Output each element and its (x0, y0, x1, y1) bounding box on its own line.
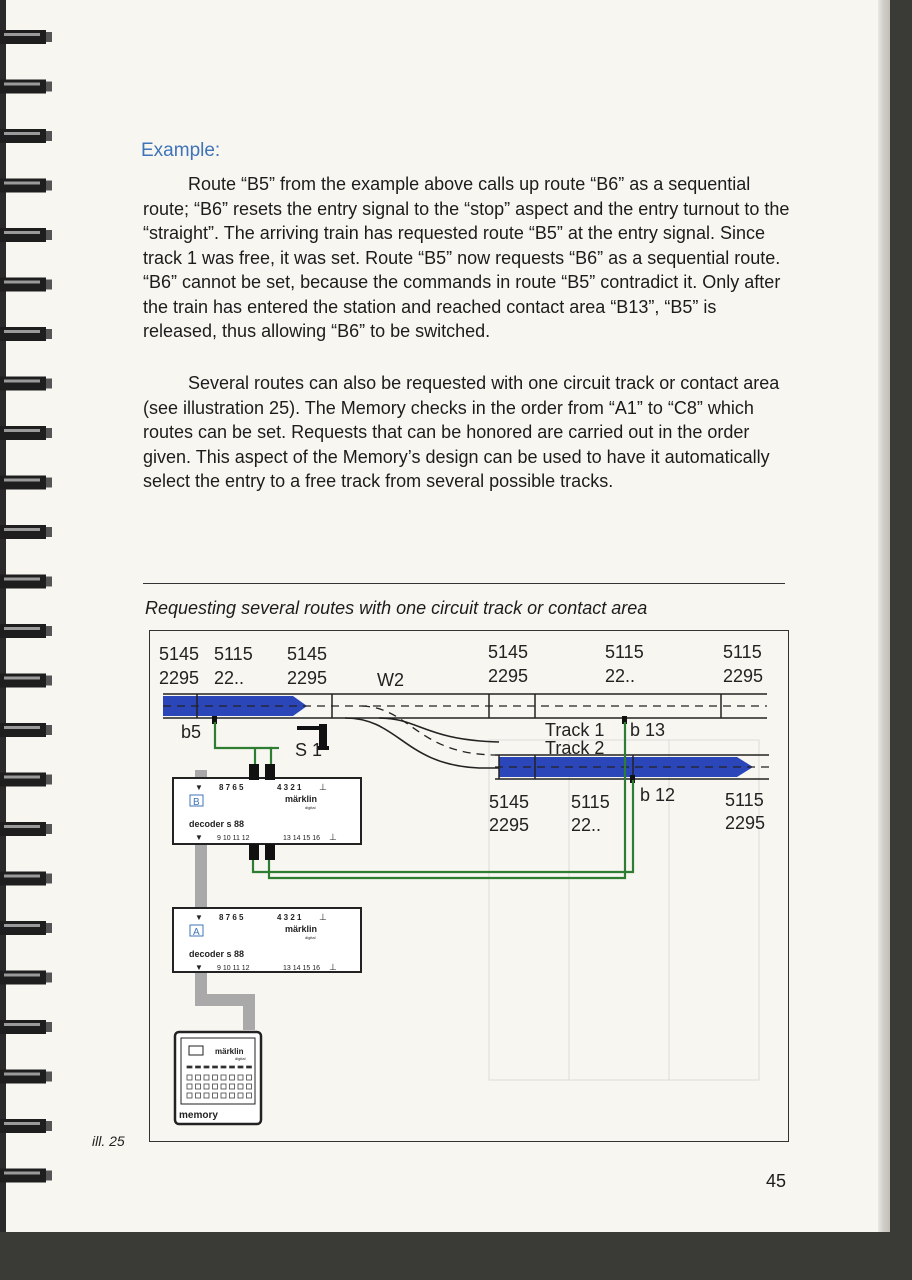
svg-text:digital: digital (235, 1056, 246, 1061)
page-number: 45 (766, 1171, 787, 1191)
label-top-2b: 22.. (214, 668, 245, 688)
figure-label: ill. 25 (92, 1133, 125, 1149)
label-top-1a: 5145 (159, 644, 200, 664)
svg-text:13 14 15 16: 13 14 15 16 (283, 835, 320, 842)
contact-b13-label: b 13 (630, 720, 666, 740)
decoder-b-letter: B (193, 797, 200, 808)
label-top-6b: 2295 (723, 666, 764, 686)
label-top-4b: 2295 (488, 666, 529, 686)
svg-text:9 10 11 12: 9 10 11 12 (217, 965, 250, 972)
label-top-3a: 5145 (287, 644, 328, 664)
paragraph-1: Route “B5” from the example above calls up route “B6” as a sequential route; “B6” resets the entry signal to the “stop” aspect and the entry turnout to the “straight”. The arriving train has requested route “B5” at the entry signal. Since track 1 was free, it was set. Route “B5” now requests “B6” as a sequential route. “B6” cannot be set, because the commands in route “B5” contradict it. Only after the train has entered the station and reached contact area “B13”, “B5” is released, thus allowing “B6” to be switched. (143, 174, 790, 341)
track2-label: Track 2 (545, 738, 605, 758)
svg-text:digital: digital (305, 805, 316, 810)
label-bottom-1b: 2295 (489, 815, 530, 835)
label-bottom-1a: 5145 (489, 792, 530, 812)
svg-text:märklin: märklin (285, 924, 318, 934)
label-bottom-2b: 22.. (571, 815, 602, 835)
contact-b12-label: b 12 (640, 785, 676, 805)
label-bottom-3b: 2295 (725, 813, 766, 833)
svg-text:märklin: märklin (215, 1047, 244, 1056)
decoder-a (173, 908, 361, 972)
contact-b5-label: b5 (181, 722, 202, 742)
figure-caption: Requesting several routes with one circuit track or contact area (145, 598, 648, 618)
label-top-5b: 22.. (605, 666, 636, 686)
label-bottom-3a: 5115 (725, 790, 764, 810)
caption-rule (143, 583, 785, 584)
label-top-2a: 5115 (214, 644, 253, 664)
label-top-5a: 5115 (605, 642, 644, 662)
label-top-1b: 2295 (159, 668, 200, 688)
svg-text:▼: ▼ (195, 963, 203, 972)
decoder-a-letter: A (193, 927, 200, 938)
svg-text:märklin: märklin (285, 794, 318, 804)
svg-text:▼: ▼ (195, 833, 203, 842)
memory-unit (175, 1032, 261, 1124)
spiral-binding (0, 0, 60, 1232)
svg-text:8 7 6 5: 8 7 6 5 (219, 783, 244, 792)
svg-text:8 7 6 5: 8 7 6 5 (219, 913, 244, 922)
svg-text:▼: ▼ (195, 913, 203, 922)
svg-text:⊥: ⊥ (329, 962, 337, 972)
memory-label: memory (179, 1110, 218, 1121)
svg-text:▼: ▼ (195, 783, 203, 792)
svg-text:digital: digital (305, 935, 316, 940)
example-heading: Example: (141, 140, 221, 161)
page-edge (878, 0, 890, 1232)
track-diagram (149, 630, 789, 1142)
label-bottom-2a: 5115 (571, 792, 610, 812)
svg-text:13 14 15 16: 13 14 15 16 (283, 965, 320, 972)
decoder-a-name: decoder s 88 (189, 949, 245, 959)
svg-text:⊥: ⊥ (319, 912, 327, 922)
svg-text:4 3 2 1: 4 3 2 1 (277, 783, 302, 792)
label-top-6a: 5115 (723, 642, 762, 662)
svg-text:⊥: ⊥ (329, 832, 337, 842)
decoder-b-name: decoder s 88 (189, 819, 245, 829)
track1-label: Track 1 (545, 720, 605, 740)
svg-text:9 10 11 12: 9 10 11 12 (217, 835, 250, 842)
paragraph-2: Several routes can also be requested with one circuit track or contact area (see illustration 25). The Memory checks in the order from “A1” to “C8” which routes can be set. Requests that can be honored are carried out in the order given. This aspect of the Memory’s design can be used to have it automatically select the entry to a free track from several possible tracks. (143, 373, 780, 491)
svg-text:⊥: ⊥ (319, 782, 327, 792)
label-top-3b: 2295 (287, 668, 328, 688)
turnout-label: W2 (377, 670, 404, 690)
svg-text:4 3 2 1: 4 3 2 1 (277, 913, 302, 922)
signal-label: S 1 (295, 740, 323, 760)
label-top-4a: 5145 (488, 642, 529, 662)
